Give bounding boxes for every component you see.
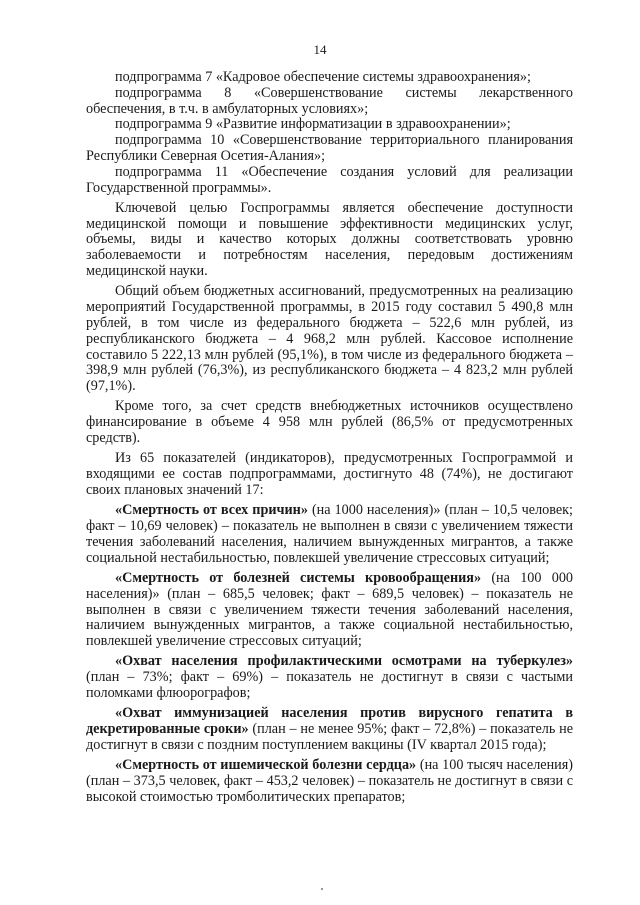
- paragraph-extrabudget: Кроме того, за счет средств внебюджетных источников осуществлено финансирование в объеме 4 958 млн рублей (86,5% от предусмотренных средств).: [86, 398, 573, 447]
- indicator-mortality-all-causes: «Смертность от всех причин» (на 1000 населения)» (план – 10,5 человек; факт – 10,69 человек) – показатель не выполнен в связи с увеличением тяжести течения заболеваний населения, наличием вынужденных мигрантов, а также социальной нестабильностью, повлекшей увеличение стрессовых ситуаций;: [86, 502, 573, 566]
- indicator-title: «Охват населения профилактическими осмотрами на туберкулез»: [115, 653, 573, 670]
- paragraph-key-goal: Ключевой целью Госпрограммы является обеспечение доступности медицинской помощи и повышение эффективности медицинских услуг, объемы, виды и качество которых должны соответствовать уровню заболеваемости и потребностям населения, передовым достижениям медицинской науки.: [86, 199, 573, 280]
- scan-speck: [321, 888, 323, 890]
- indicator-tb-screening: «Охват населения профилактическими осмотрами на туберкулез» (план – 73%; факт – 69%) – показатель не достигнут в связи с частыми поломками флюорографов;: [86, 653, 573, 701]
- indicator-hepatitis-immunization: «Охват иммунизацией населения против вирусного гепатита в декретированные сроки» (план – не менее 95%; факт – 72,8%) – показатель не достигнут в связи с поздним поступлением вакцины (IV квартал 2015 года);: [86, 705, 574, 753]
- indicator-title: «Смертность от всех причин»: [115, 502, 308, 519]
- indicator-title: «Охват иммунизацией населения против вирусного гепатита в декретированные сроки»: [86, 705, 573, 738]
- subprogram-8: подпрограмма 8 «Совершенствование системы лекарственного обеспечения, в т.ч. в амбулаторных условиях»;: [86, 84, 573, 117]
- document-body: [86, 70, 573, 810]
- subprogram-9: подпрограмма 9 «Развитие информатизации в здравоохранении»;: [115, 116, 511, 133]
- paragraph-indicators: Из 65 показателей (индикаторов), предусмотренных Госпрограммой и входящими ее состав подпрограммами, достигнуто 48 (74%), не достигают своих плановых значений 17:: [86, 450, 573, 498]
- subprogram-7: подпрограмма 7 «Кадровое обеспечение системы здравоохранения»;: [115, 69, 531, 85]
- indicator-title: «Смертность от болезней системы кровообращения»: [115, 569, 482, 586]
- paragraph-budget: Общий объем бюджетных ассигнований, предусмотренных на реализацию мероприятий Государственной программы, в 2015 году составил 5 490,8 млн рублей, в том числе из федерального бюджета – 522,6 млн рублей, из республиканского бюджета – 4 968,2 млн рублей. Кассовое исполнение составило 5 222,13 млн рублей (95,1%), в том числе из федерального бюджета – 398,9 млн рублей (76,3%), из республиканского бюджета – 4 823,2 млн рублей (97,1%).: [86, 283, 573, 395]
- indicator-mortality-circulatory: «Смертность от болезней системы кровообращения» (на 100 000 населения)» (план – 685,5 человек; факт – 689,5 человек) – показатель не выполнен в связи с увеличением тяжести течения заболеваний населения, наличием вынужденных мигрантов, а также социальной нестабильностью, повлекшей увеличение стрессовых ситуаций;: [86, 569, 574, 650]
- indicator-ischemic-mortality: «Смертность от ишемической болезни сердца» (на 100 тысяч населения) (план – 373,5 человек, факт – 453,2 человек) – показатель не достигнут в связи с высокой стоимостью тромболитических препаратов;: [86, 757, 574, 805]
- indicator-title: «Смертность от ишемической болезни сердца»: [115, 757, 417, 774]
- subprogram-10: подпрограмма 10 «Совершенствование территориального планирования Республики Северная Осетия-Алания»;: [86, 132, 573, 164]
- subprogram-11: подпрограмма 11 «Обеспечение создания условий для реализации Государственной программы».: [86, 163, 573, 196]
- page-number: 14: [313, 42, 327, 57]
